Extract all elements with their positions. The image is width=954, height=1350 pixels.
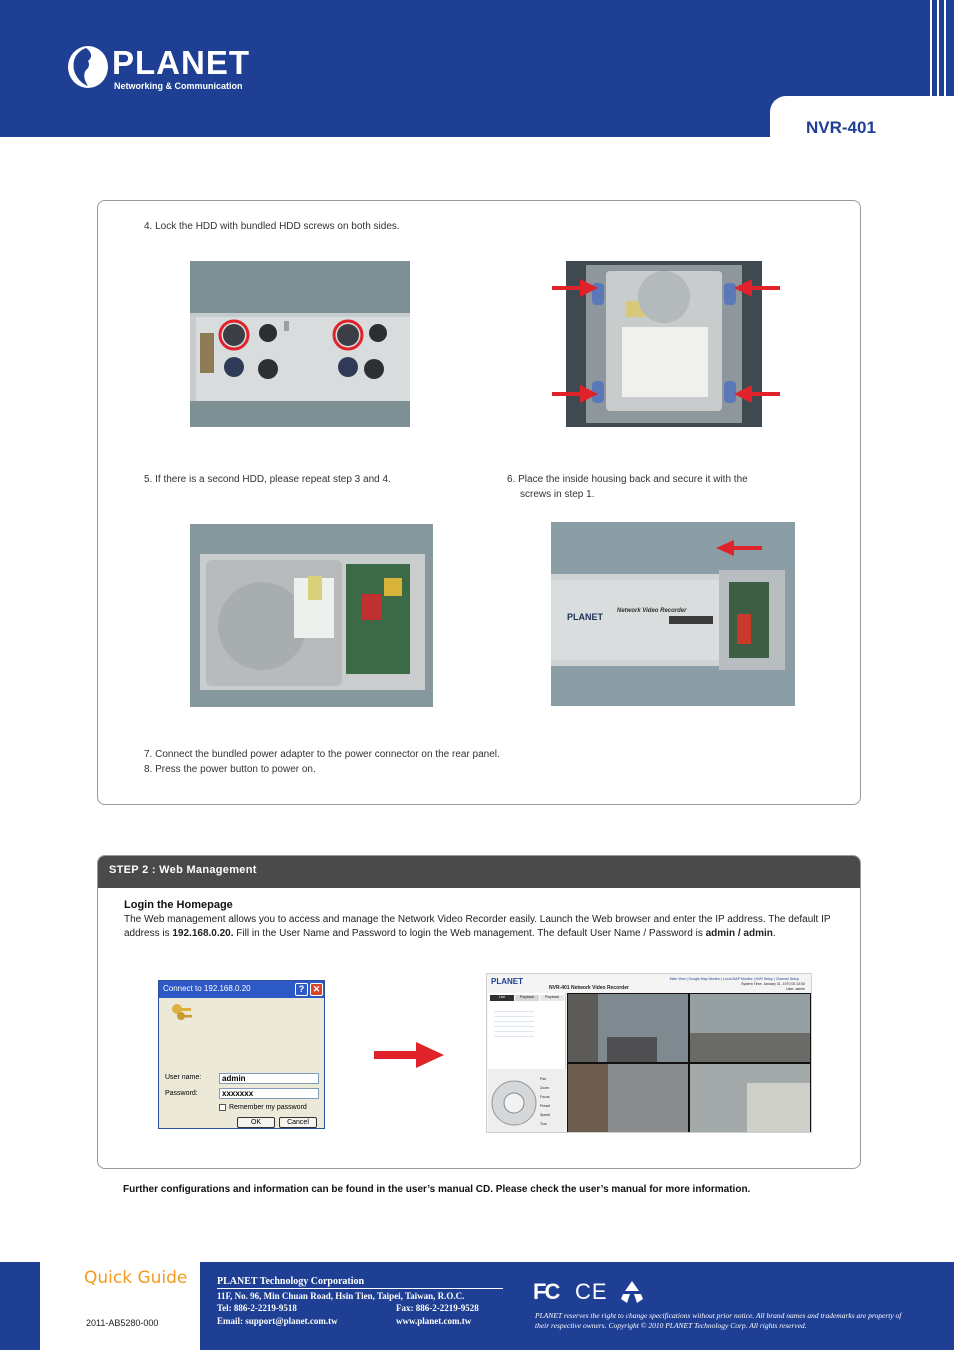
close-button[interactable]: ✕ [310, 983, 323, 996]
remember-checkbox[interactable] [219, 1104, 226, 1111]
legal-notice: PLANET reserves the right to change specifications without prior notice. All brand names and trademarks are property of their respective owners. Copyright © 2010 PLANET Technology Corp. All rights reserved. [535, 1311, 902, 1330]
webui-tab-playback-2[interactable]: Playback [540, 995, 564, 1001]
hdd-install-panel [97, 200, 861, 805]
company-fax: Fax: 886-2-2219-9528 [396, 1303, 479, 1313]
arrow-right-icon [552, 385, 598, 403]
step-2-header [98, 856, 860, 888]
step-4-text: 4. Lock the HDD with bundled HDD screws on both sides. [144, 221, 400, 232]
ptz-labels [540, 1075, 564, 1129]
step-6-text-line1: 6. Place the inside housing back and secure it with the [507, 474, 748, 485]
remember-label: Remember my password [229, 1104, 307, 1111]
arrow-right-icon [552, 279, 598, 297]
password-input[interactable]: xxxxxxx [219, 1088, 319, 1099]
webui-user: User: admin [786, 987, 805, 991]
webui-channel-tree[interactable] [494, 1007, 534, 1037]
quick-guide-label: Quick Guide [84, 1268, 188, 1288]
planet-logo-icon [66, 44, 110, 90]
user-name-input[interactable]: admin [219, 1073, 319, 1084]
brand-name: PLANET [112, 44, 250, 81]
step-6-text-line2: screws in step 1. [520, 489, 595, 500]
company-email[interactable]: Email: support@planet.com.tw [217, 1316, 338, 1326]
recycle-icon [619, 1279, 645, 1305]
camera-views [567, 993, 811, 1133]
fcc-mark-icon: FC [533, 1279, 559, 1304]
arrow-left-icon [734, 279, 780, 297]
company-tel: Tel: 886-2-2219-9518 [217, 1303, 297, 1313]
document-number: 2011-AB5280-000 [86, 1318, 159, 1328]
login-instructions [124, 913, 836, 941]
step-8-text: 8. Press the power button to power on. [144, 764, 316, 775]
ptz-label: Pan [540, 1077, 547, 1081]
photo-second-hdd [190, 524, 433, 707]
login-instructions-part2: Fill in the User Name and Password to login the Web management. The default User Name / Password is [233, 928, 706, 939]
housing-product-label: Network Video Recorder [617, 608, 687, 614]
ok-button[interactable]: OK [237, 1117, 275, 1128]
planet-logo [66, 44, 256, 94]
step-7-text: 7. Connect the bundled power adapter to the power connector on the rear panel. [144, 749, 500, 760]
login-section-title: Login the Homepage [124, 899, 233, 911]
web-management-panel [97, 855, 861, 1169]
photo-hdd-screws [190, 261, 410, 427]
cancel-button[interactable]: Cancel [279, 1117, 317, 1128]
login-dialog-title: Connect to 192.168.0.20 [163, 984, 251, 993]
header-banner [0, 0, 954, 137]
header-decor-lines [924, 0, 954, 96]
ptz-joystick-icon[interactable] [490, 1075, 538, 1127]
footer-decor-lines [28, 1300, 42, 1350]
step-2-title: STEP 2 : Web Management [109, 864, 257, 876]
company-name: PLANET Technology Corporation [217, 1276, 365, 1287]
webui-camera-grid [567, 993, 811, 1133]
default-credentials: admin / admin [705, 928, 773, 939]
brand-tagline: Networking & Communication [114, 81, 243, 91]
login-instructions-end: . [772, 928, 776, 939]
webui-system-time: System Time: January 01, 1970 00:13:53 [741, 982, 805, 986]
webui-title: NVR-401 Network Video Recorder [549, 985, 629, 991]
webui-ptz-area [488, 1069, 566, 1133]
password-label: Password: [165, 1090, 198, 1097]
company-divider [217, 1288, 503, 1289]
nvr-web-ui [486, 973, 812, 1133]
housing-brand-label: PLANET [567, 612, 603, 622]
model-tab [770, 96, 954, 140]
webui-tab-live[interactable]: Live [490, 995, 514, 1001]
ptz-label: Speed [540, 1113, 551, 1117]
certification-logos [533, 1279, 653, 1309]
arrow-right-icon [374, 1042, 444, 1068]
webui-tab-playback[interactable]: Playback [515, 995, 539, 1001]
ce-mark-icon: CE [575, 1279, 608, 1304]
arrow-left-icon [716, 540, 762, 556]
webui-logo: PLANET [491, 977, 523, 986]
model-name: NVR-401 [806, 118, 876, 137]
ptz-label: Tour [540, 1122, 547, 1126]
company-website[interactable]: www.planet.com.tw [396, 1316, 472, 1326]
step-5-text: 5. If there is a second HDD, please repeat step 3 and 4. [144, 474, 391, 485]
arrow-left-icon [734, 385, 780, 403]
ptz-label: Preset [540, 1104, 551, 1108]
keys-icon [171, 1003, 193, 1023]
user-name-label: User name: [165, 1074, 202, 1081]
webui-left-panel [488, 993, 566, 1133]
login-dialog [158, 980, 325, 1129]
webui-nav[interactable]: Main View | Google Map Monitor | Local MAP Monitor | NVR Setup | Channel Setup [669, 977, 799, 981]
help-button[interactable]: ? [295, 983, 308, 996]
login-dialog-titlebar [159, 981, 324, 998]
further-info-note: Further configurations and information can be found in the user’s manual CD. Please check the user’s manual for more information. [123, 1184, 751, 1195]
default-ip: 192.168.0.20. [172, 928, 234, 939]
ptz-label: Focus [540, 1095, 550, 1099]
login-instructions-part1: The Web management allows you to access and manage the Network Video Recorder easily. Launch the Web browser and enter the IP address. The default IP address is [124, 914, 831, 939]
ptz-label: Zoom [540, 1086, 549, 1090]
company-address: 11F, No. 96, Min Chuan Road, Hsin Tien, Taipei, Taiwan, R.O.C. [217, 1291, 465, 1301]
